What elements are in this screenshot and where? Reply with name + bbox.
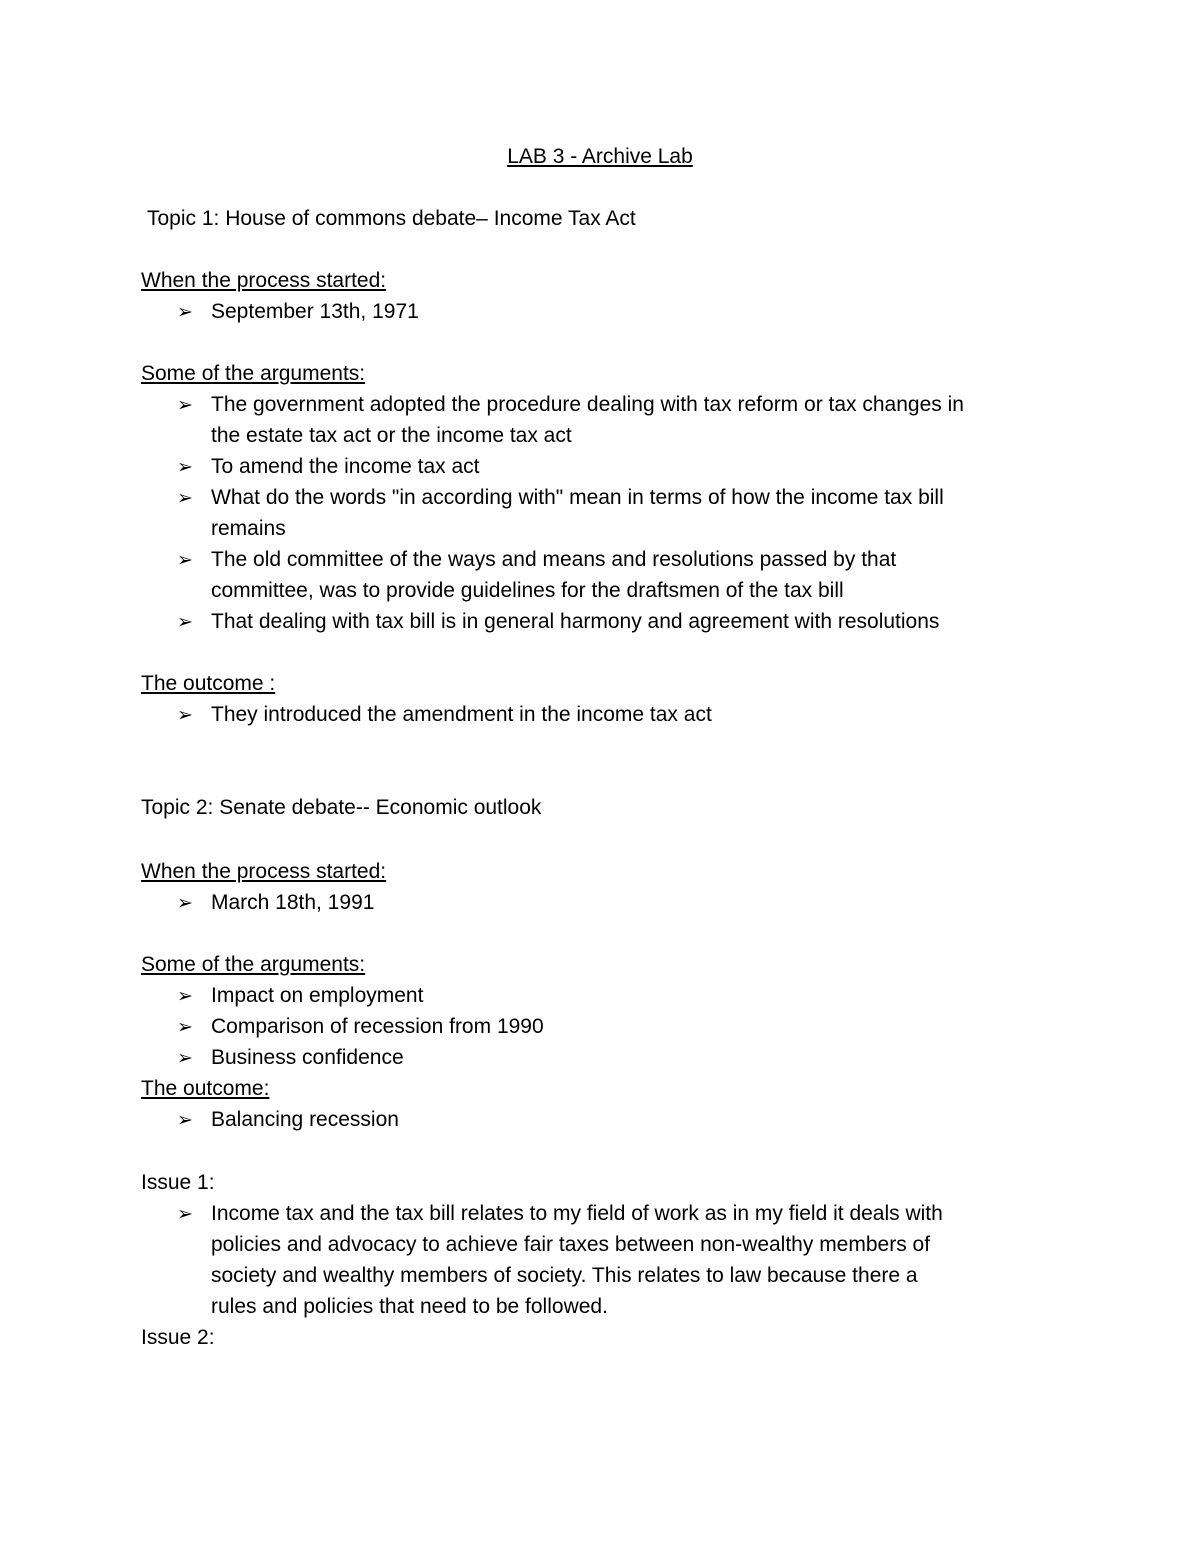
bullet-item: ➢ Impact on employment [177, 980, 423, 1011]
bullet-item: ➢ The old committee of the ways and means and resolutions passed by that [177, 544, 896, 575]
bullet-item: ➢ The government adopted the procedure dealing with tax reform or tax changes in [177, 389, 964, 420]
topic-1-outcome-label: The outcome : [141, 672, 276, 695]
arrow-bullet-icon: ➢ [177, 549, 193, 571]
bullet-item: ➢ What do the words "in according with" mean in terms of how the income tax bill [177, 482, 944, 513]
arrow-bullet-icon: ➢ [177, 892, 193, 914]
bullet-item: ➢ To amend the income tax act [177, 451, 479, 482]
bullet-continuation: society and wealthy members of society. This relates to law because there a [211, 1264, 918, 1287]
arrow-bullet-icon: ➢ [177, 1047, 193, 1069]
bullet-item: ➢ Income tax and the tax bill relates to my field of work as in my field it deals with [177, 1198, 943, 1229]
bullet-continuation: committee, was to provide guidelines for the draftsmen of the tax bill [211, 579, 844, 602]
topic-2-arguments-label: Some of the arguments: [141, 953, 366, 976]
arrow-bullet-icon: ➢ [177, 301, 193, 323]
bullet-item: ➢ They introduced the amendment in the income tax act [177, 699, 712, 730]
bullet-item: ➢ Business confidence [177, 1042, 404, 1073]
bullet-item: ➢ That dealing with tax bill is in general harmony and agreement with resolutions [177, 606, 939, 637]
topic-1-started-label: When the process started: [141, 269, 387, 292]
bullet-item: ➢ March 18th, 1991 [177, 887, 374, 918]
topic-1-heading: Topic 1: House of commons debate– Income Tax Act [147, 207, 636, 230]
arrow-bullet-icon: ➢ [177, 1109, 193, 1131]
arrow-bullet-icon: ➢ [177, 1016, 193, 1038]
bullet-item: ➢ Comparison of recession from 1990 [177, 1011, 544, 1042]
arrow-bullet-icon: ➢ [177, 611, 193, 633]
arrow-bullet-icon: ➢ [177, 456, 193, 478]
bullet-item: ➢ Balancing recession [177, 1104, 399, 1135]
bullet-item: ➢ September 13th, 1971 [177, 296, 419, 327]
topic-2-started-label: When the process started: [141, 860, 387, 883]
issue-2-label: Issue 2: [141, 1326, 215, 1349]
bullet-continuation: policies and advocacy to achieve fair taxes between non-wealthy members of [211, 1233, 931, 1256]
arrow-bullet-icon: ➢ [177, 394, 193, 416]
topic-1-arguments-label: Some of the arguments: [141, 362, 366, 385]
arrow-bullet-icon: ➢ [177, 704, 193, 726]
bullet-continuation: rules and policies that need to be followed. [211, 1295, 608, 1318]
arrow-bullet-icon: ➢ [177, 487, 193, 509]
document-title: LAB 3 - Archive Lab [507, 145, 693, 168]
arrow-bullet-icon: ➢ [177, 985, 193, 1007]
arrow-bullet-icon: ➢ [177, 1203, 193, 1225]
issue-1-label: Issue 1: [141, 1171, 215, 1194]
topic-2-heading: Topic 2: Senate debate-- Economic outlook [141, 796, 542, 819]
bullet-continuation: remains [211, 517, 286, 540]
bullet-continuation: the estate tax act or the income tax act [211, 424, 572, 447]
topic-2-outcome-label: The outcome: [141, 1077, 270, 1100]
